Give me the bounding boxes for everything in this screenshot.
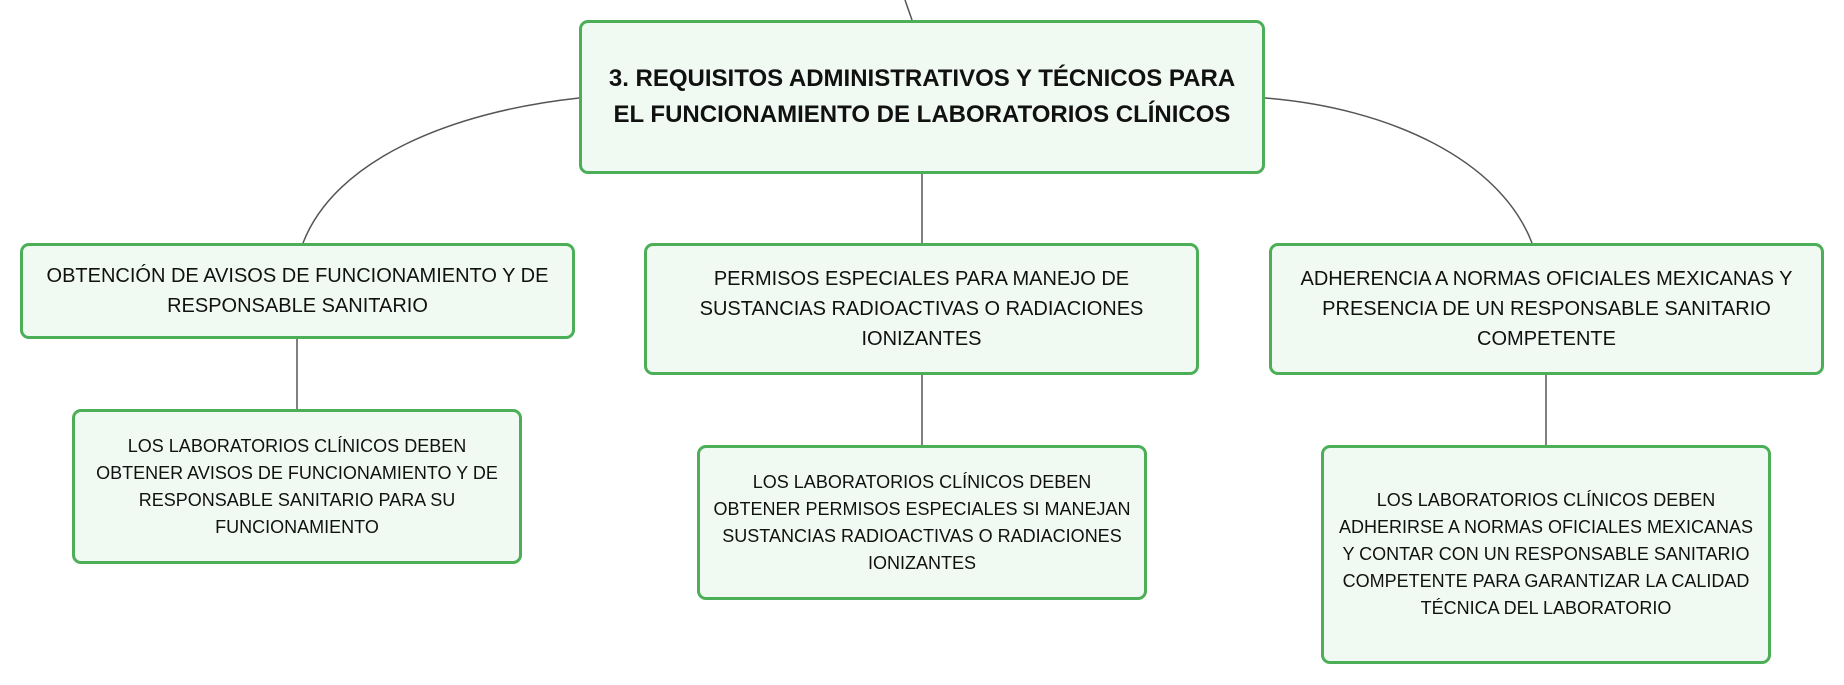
detail-node-avisos-text: LOS LABORATORIOS CLÍNICOS DEBEN OBTENER AVISOS DE FUNCIONAMIENTO Y DE RESPONSABLE SANITARIO PARA SU FUNCIONAMIENTO (96, 435, 498, 537)
branch-node-avisos-text: OBTENCIÓN DE AVISOS DE FUNCIONAMIENTO Y DE RESPONSABLE SANITARIO (46, 265, 549, 317)
connector-parent-to-root (905, 0, 912, 20)
branch-node-permisos[interactable] (644, 243, 1199, 375)
connector-root-to-branch-1 (303, 98, 579, 243)
branch-node-permisos-text: PERMISOS ESPECIALES PARA MANEJO DE SUSTANCIAS RADIOACTIVAS O RADIACIONES IONIZANTES (699, 268, 1144, 350)
branch-node-avisos[interactable] (20, 243, 575, 339)
detail-node-normas-text: LOS LABORATORIOS CLÍNICOS DEBEN ADHERIRSE A NORMAS OFICIALES MEXICANAS Y CONTAR CON UN RESPONSABLE SANITARIO COMPETENTE PARA GARANTIZAR LA CALIDAD TÉCNICA DEL LABORATORIO (1338, 490, 1754, 618)
detail-node-normas[interactable] (1321, 445, 1771, 664)
root-node[interactable] (579, 20, 1265, 174)
detail-node-permisos[interactable] (697, 445, 1147, 600)
detail-node-permisos-text: LOS LABORATORIOS CLÍNICOS DEBEN OBTENER PERMISOS ESPECIALES SI MANEJAN SUSTANCIAS RADIOACTIVAS O RADIACIONES IONIZANTES (713, 471, 1131, 573)
branch-node-normas[interactable] (1269, 243, 1824, 375)
connector-root-to-branch-3 (1265, 98, 1532, 243)
branch-node-normas-text: ADHERENCIA A NORMAS OFICIALES MEXICANAS Y PRESENCIA DE UN RESPONSABLE SANITARIO COMPETENTE (1300, 268, 1793, 350)
root-node-text: 3. REQUISITOS ADMINISTRATIVOS Y TÉCNICOS PARA EL FUNCIONAMIENTO DE LABORATORIOS CLÍNICOS (608, 65, 1236, 128)
detail-node-avisos[interactable] (72, 409, 522, 564)
